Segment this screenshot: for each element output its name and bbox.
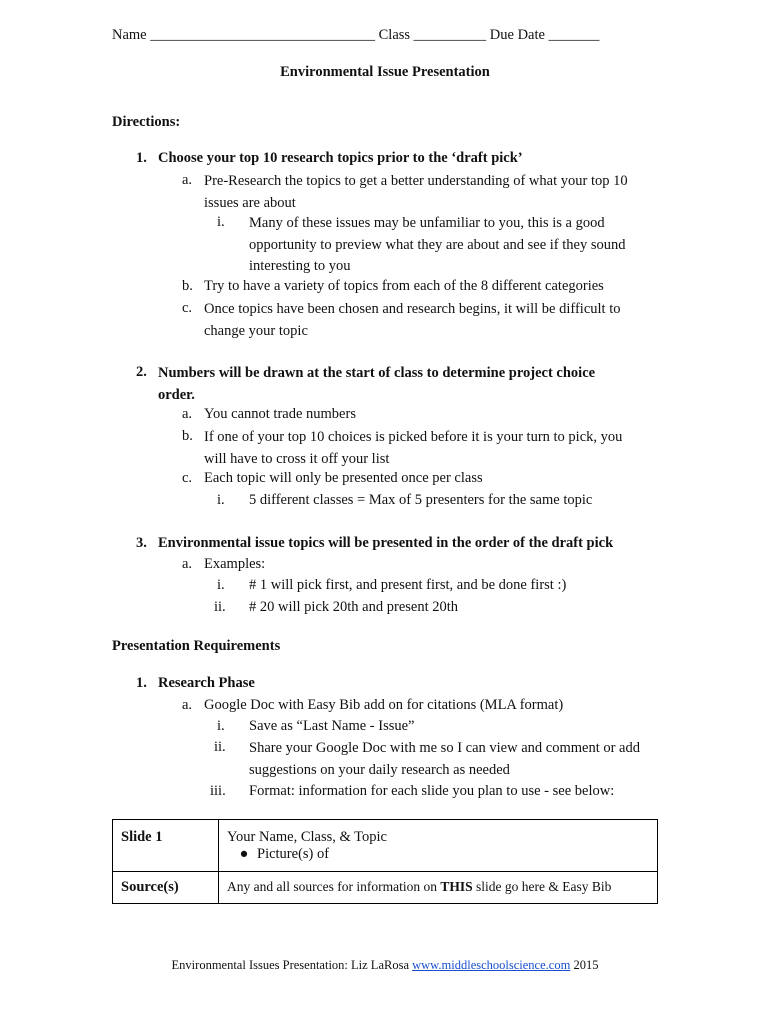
sources-content: Any and all sources for information on THIS slide go here & Easy Bib <box>219 872 658 904</box>
page-title: Environmental Issue Presentation <box>280 64 490 80</box>
direction-2a-text: You cannot trade numbers <box>204 406 356 422</box>
direction-3a-ii-text: # 20 will pick 20th and present 20th <box>249 599 459 615</box>
direction-1c-marker: c. <box>182 300 193 316</box>
direction-1a-i-text: Many of these issues may be unfamiliar to you, this is a good opportunity to preview what they are about and see if they sound interesting to you <box>249 215 626 274</box>
direction-3a-i-marker: i. <box>217 577 225 593</box>
bullet-icon: ● <box>239 846 249 862</box>
requirement-1-number: 1. <box>136 675 147 691</box>
requirement-1a-i-marker: i. <box>217 718 225 734</box>
direction-1a-i-marker: i. <box>217 214 225 230</box>
slide-1-text: Your Name, Class, & Topic <box>227 829 387 845</box>
requirement-1a-i-text: Save as “Last Name - Issue” <box>249 718 415 734</box>
requirement-1a-iii-text: Format: information for each slide you plan to use - see below: <box>249 783 615 799</box>
sources-label: Source(s) <box>113 872 219 904</box>
footer-year: 2015 <box>570 958 599 972</box>
direction-1a-marker: a. <box>182 172 193 188</box>
header-fields-line: Name _______________________________ Class __________ Due Date _______ <box>112 27 600 43</box>
footer-text: Environmental Issues Presentation: Liz LaRosa <box>171 958 413 972</box>
direction-3-text: Environmental issue topics will be presented in the order of the draft pick <box>158 535 614 551</box>
direction-3a-i-text: # 1 will pick first, and present first, and be done first :) <box>249 577 567 593</box>
emphasis-this: THIS <box>440 879 473 894</box>
slide-1-label: Slide 1 <box>113 820 219 872</box>
requirement-1a-marker: a. <box>182 697 193 713</box>
direction-2b-marker: b. <box>182 428 193 444</box>
direction-2c-i-text: 5 different classes = Max of 5 presenters for the same topic <box>249 492 593 508</box>
table-row <box>113 820 658 872</box>
direction-2-number: 2. <box>136 364 147 380</box>
direction-2b-text: If one of your top 10 choices is picked before it is your turn to pick, you will have to cross it off your list <box>204 429 623 467</box>
direction-2-text: Numbers will be drawn at the start of class to determine project choice order. <box>158 365 596 403</box>
requirement-1a-ii-marker: ii. <box>214 739 226 755</box>
direction-3a-ii-marker: ii. <box>214 599 226 615</box>
direction-2a-marker: a. <box>182 406 193 422</box>
requirement-1a-text: Google Doc with Easy Bib add on for citations (MLA format) <box>204 697 564 713</box>
slide-1-bullet-item <box>231 846 657 863</box>
direction-2c-marker: c. <box>182 470 193 486</box>
direction-2c-i-marker: i. <box>217 492 225 508</box>
direction-1a-text: Pre-Research the topics to get a better understanding of what your top 10 issues are about <box>204 173 628 211</box>
direction-1c-text: Once topics have been chosen and research begins, it will be difficult to change your topic <box>204 301 621 339</box>
table-row <box>113 872 658 904</box>
requirement-1-text: Research Phase <box>158 675 255 691</box>
slide-1-content <box>219 820 658 872</box>
direction-3a-text: Examples: <box>204 556 266 572</box>
requirement-1a-ii-text: Share your Google Doc with me so I can view and comment or add suggestions on your daily research as needed <box>249 740 640 778</box>
directions-heading: Directions: <box>112 114 181 130</box>
direction-1-number: 1. <box>136 150 147 166</box>
direction-3-number: 3. <box>136 535 147 551</box>
slide-format-table <box>112 819 658 904</box>
footer-link[interactable]: www.middleschoolscience.com <box>412 958 571 972</box>
direction-2c-text: Each topic will only be presented once per class <box>204 470 483 486</box>
direction-1b-text: Try to have a variety of topics from each of the 8 different categories <box>204 278 604 294</box>
direction-1-text: Choose your top 10 research topics prior to the ‘draft pick’ <box>158 150 523 166</box>
slide-1-bullet-text: Picture(s) of <box>257 846 330 862</box>
footer <box>0 958 770 973</box>
requirement-1a-iii-marker: iii. <box>210 783 226 799</box>
direction-3a-marker: a. <box>182 556 193 572</box>
direction-1b-marker: b. <box>182 278 193 294</box>
requirements-heading: Presentation Requirements <box>112 638 281 654</box>
